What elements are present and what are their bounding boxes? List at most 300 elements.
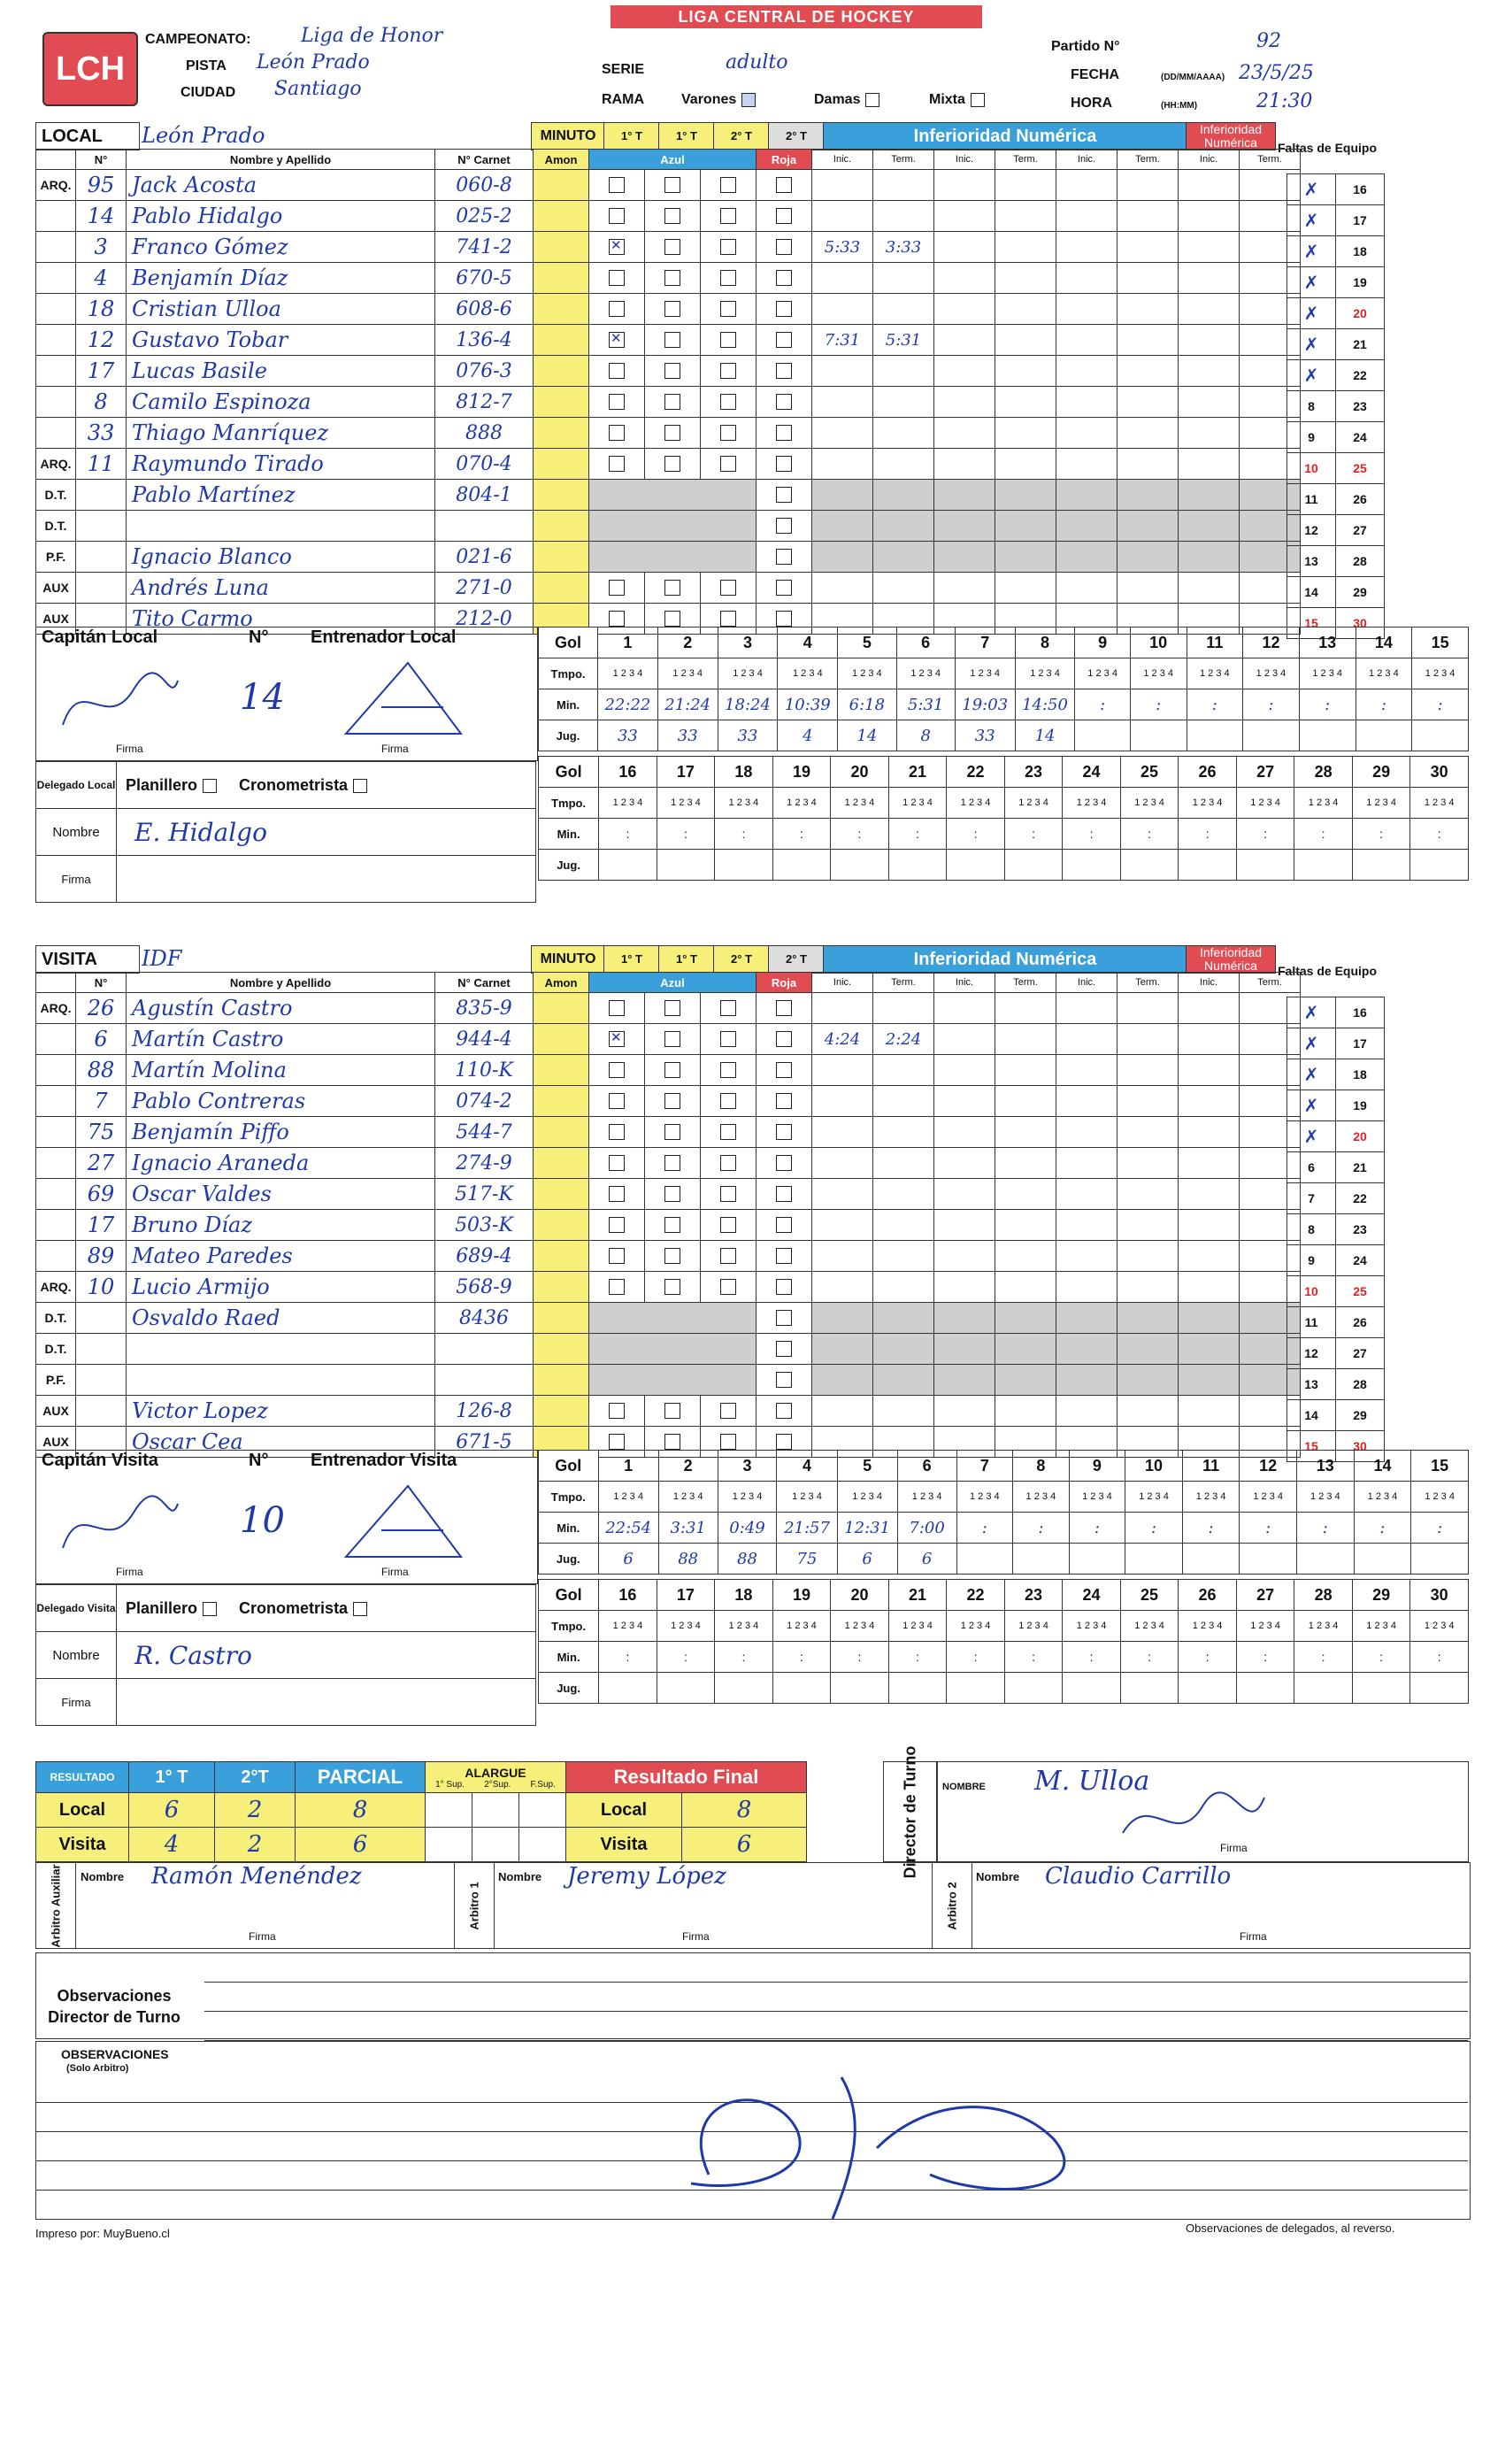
visita-inf-cell[interactable] xyxy=(812,1179,873,1210)
visita-inf-cell[interactable] xyxy=(812,1210,873,1241)
visita-inf-cell[interactable] xyxy=(1179,1334,1240,1365)
rama-damas[interactable] xyxy=(814,92,879,108)
visita-inf-cell[interactable] xyxy=(1179,1396,1240,1427)
local-delegate-firma[interactable] xyxy=(117,856,536,903)
visita-goal-player[interactable]: 6 xyxy=(897,1544,956,1575)
visita-player-name[interactable]: Martín Molina xyxy=(127,1055,435,1086)
local-goal-quarter[interactable]: 1 2 3 4 xyxy=(772,788,831,819)
local-goal-quarter[interactable]: 1 2 3 4 xyxy=(1187,658,1243,689)
checkbox-icon[interactable] xyxy=(664,1403,680,1419)
visita-goal-player[interactable] xyxy=(1182,1544,1240,1575)
local-azul-box-3[interactable] xyxy=(701,418,757,449)
visita-azul-box-2[interactable] xyxy=(645,1148,701,1179)
visita-goal-quarter[interactable]: 1 2 3 4 xyxy=(947,1611,1005,1642)
local-inf-cell[interactable] xyxy=(1179,201,1240,232)
visita-goal-minute[interactable]: : xyxy=(772,1642,831,1673)
checkbox-icon[interactable] xyxy=(720,177,736,193)
checkbox-icon[interactable] xyxy=(609,1279,625,1295)
local-inf-cell[interactable] xyxy=(1056,418,1118,449)
local-inf-cell[interactable] xyxy=(934,418,995,449)
local-roja-box[interactable] xyxy=(757,418,812,449)
local-player-name[interactable]: Andrés Luna xyxy=(127,573,435,604)
local-inf-cell[interactable] xyxy=(1179,542,1240,573)
local-player-carnet[interactable]: 741-2 xyxy=(435,232,534,263)
local-goal-quarter[interactable]: 1 2 3 4 xyxy=(1075,658,1130,689)
visita-goal-quarter[interactable]: 1 2 3 4 xyxy=(1182,1482,1240,1513)
local-inf-cell[interactable] xyxy=(812,263,873,294)
visita-player-carnet[interactable]: 544-7 xyxy=(435,1117,534,1148)
visita-foul-cell[interactable]: 16 xyxy=(1336,997,1385,1028)
local-inf-cell[interactable] xyxy=(1056,325,1118,356)
local-goal-player[interactable]: 33 xyxy=(598,720,658,751)
checkbox-icon[interactable] xyxy=(720,1248,736,1264)
local-inf-cell[interactable] xyxy=(873,294,934,325)
local-inf-cell[interactable] xyxy=(1118,449,1179,480)
local-player-name[interactable]: Raymundo Tirado xyxy=(127,449,435,480)
visita-inf-cell[interactable] xyxy=(995,993,1056,1024)
visita-inf-cell[interactable] xyxy=(934,1334,995,1365)
visita-inf-cell[interactable] xyxy=(995,1365,1056,1396)
visita-inf-cell[interactable] xyxy=(1179,1210,1240,1241)
visita-azul-box-1[interactable] xyxy=(589,1086,645,1117)
local-inf-cell[interactable] xyxy=(995,201,1056,232)
local-inf-cell[interactable] xyxy=(1118,542,1179,573)
local-goal-player[interactable]: 14 xyxy=(1015,720,1075,751)
checkbox-icon[interactable] xyxy=(664,1248,680,1264)
visita-player-carnet[interactable]: 503-K xyxy=(435,1210,534,1241)
visita-inf-cell[interactable] xyxy=(1179,1179,1240,1210)
visita-inf-cell[interactable] xyxy=(934,1396,995,1427)
local-goal-player[interactable] xyxy=(599,850,657,881)
checkbox-icon[interactable] xyxy=(609,301,625,317)
checkbox-icon[interactable] xyxy=(776,394,792,410)
local-player-name[interactable]: Camilo Espinoza xyxy=(127,387,435,418)
local-azul-box-2[interactable] xyxy=(645,387,701,418)
local-goal-minute[interactable]: : xyxy=(1187,689,1243,720)
local-azul-box-3[interactable] xyxy=(701,387,757,418)
visita-inf-cell[interactable] xyxy=(1118,1055,1179,1086)
visita-foul-cell[interactable]: ✗ xyxy=(1287,1059,1336,1090)
visita-goal-quarter[interactable]: 1 2 3 4 xyxy=(1125,1482,1183,1513)
local-goal-quarter[interactable]: 1 2 3 4 xyxy=(1352,788,1410,819)
rama-varones[interactable] xyxy=(681,92,756,108)
local-player-name[interactable]: Franco Gómez xyxy=(127,232,435,263)
checkbox-icon[interactable] xyxy=(776,1217,792,1233)
local-foul-cell[interactable]: ✗ xyxy=(1287,267,1336,298)
local-foul-cell[interactable]: 23 xyxy=(1336,391,1385,422)
checkbox-icon[interactable] xyxy=(776,1403,792,1419)
sup2-visita[interactable] xyxy=(472,1828,519,1862)
local-inf-cell[interactable] xyxy=(873,573,934,604)
visita-inf-cell[interactable] xyxy=(1056,993,1118,1024)
visita-goal-minute[interactable]: : xyxy=(657,1642,715,1673)
serie-value[interactable]: adulto xyxy=(726,51,788,73)
checkbox-icon[interactable] xyxy=(609,1434,625,1450)
local-goal-player[interactable] xyxy=(1299,720,1356,751)
varones-checkbox[interactable] xyxy=(741,93,756,107)
local-goal-player[interactable]: 33 xyxy=(955,720,1015,751)
visita-player-amon[interactable] xyxy=(534,1117,589,1148)
visita-inf-cell[interactable] xyxy=(1056,1241,1118,1272)
visita-foul-cell[interactable]: 20 xyxy=(1336,1121,1385,1152)
local-goal-quarter[interactable]: 1 2 3 4 xyxy=(1299,658,1356,689)
checkbox-icon[interactable] xyxy=(720,425,736,441)
local-player-amon[interactable] xyxy=(534,170,589,201)
visita-goal-player[interactable] xyxy=(772,1673,831,1704)
visita-player-amon[interactable] xyxy=(534,1272,589,1303)
local-inf-cell[interactable] xyxy=(1056,449,1118,480)
pista-value[interactable]: León Prado xyxy=(257,51,370,73)
local-azul-box-1[interactable] xyxy=(589,170,645,201)
local-inf-cell[interactable] xyxy=(934,387,995,418)
local-inf-cell[interactable] xyxy=(1118,201,1179,232)
visita-goal-minute[interactable]: : xyxy=(1125,1513,1183,1544)
local-goal-quarter[interactable]: 1 2 3 4 xyxy=(715,788,773,819)
local-goal-minute[interactable]: : xyxy=(772,819,831,850)
visita-inf-cell[interactable] xyxy=(1056,1334,1118,1365)
local-player-name[interactable]: Pablo Martínez xyxy=(127,480,435,511)
checkbox-icon[interactable] xyxy=(776,208,792,224)
visita-inf-cell[interactable] xyxy=(1179,1086,1240,1117)
visita-goal-player[interactable] xyxy=(657,1673,715,1704)
local-azul-box-1[interactable] xyxy=(589,573,645,604)
visita-foul-cell[interactable]: 11 xyxy=(1287,1307,1336,1338)
visita-inf-cell[interactable] xyxy=(873,1055,934,1086)
local-inf-cell[interactable] xyxy=(995,263,1056,294)
visita-player-name[interactable]: Martín Castro xyxy=(127,1024,435,1055)
visita-player-carnet[interactable]: 126-8 xyxy=(435,1396,534,1427)
checkbox-icon[interactable] xyxy=(776,1093,792,1109)
local-player-number[interactable]: 18 xyxy=(76,294,127,325)
visita-goal-minute[interactable]: : xyxy=(1240,1513,1297,1544)
local-inf-cell[interactable] xyxy=(995,449,1056,480)
visita-player-amon[interactable] xyxy=(534,1396,589,1427)
visita-inf-cell[interactable] xyxy=(873,1117,934,1148)
visita-goal-quarter[interactable]: 1 2 3 4 xyxy=(1013,1482,1070,1513)
director-name[interactable]: M. Ulloa xyxy=(1034,1766,1150,1797)
visita-goal-minute[interactable]: 0:49 xyxy=(718,1513,777,1544)
visita-inf-cell[interactable] xyxy=(934,1179,995,1210)
visita-goal-player[interactable] xyxy=(1004,1673,1063,1704)
local-goal-minute[interactable]: : xyxy=(1004,819,1063,850)
visita-inf-cell[interactable] xyxy=(812,1148,873,1179)
visita-player-name[interactable]: Mateo Paredes xyxy=(127,1241,435,1272)
local-player-name[interactable]: Lucas Basile xyxy=(127,356,435,387)
local-roja-box[interactable] xyxy=(757,573,812,604)
visita-goal-quarter[interactable]: 1 2 3 4 xyxy=(1294,1611,1353,1642)
local-inf-cell[interactable] xyxy=(1179,263,1240,294)
local-inf-cell[interactable] xyxy=(1118,325,1179,356)
visita-player-carnet[interactable]: 835-9 xyxy=(435,993,534,1024)
damas-checkbox[interactable] xyxy=(865,93,879,107)
local-goal-quarter[interactable]: 1 2 3 4 xyxy=(1004,788,1063,819)
visita-inf-cell[interactable] xyxy=(1118,1365,1179,1396)
checkbox-icon[interactable] xyxy=(664,1186,680,1202)
local-player-carnet[interactable]: 070-4 xyxy=(435,449,534,480)
visita-inf-cell[interactable] xyxy=(1056,1272,1118,1303)
local-goal-quarter[interactable]: 1 2 3 4 xyxy=(718,658,778,689)
local-planillero-checkbox[interactable] xyxy=(203,779,217,793)
partido-value[interactable]: 92 xyxy=(1256,30,1281,52)
visita-inf-cell[interactable] xyxy=(812,1303,873,1334)
visita-player-carnet[interactable]: 944-4 xyxy=(435,1024,534,1055)
local-roja-box[interactable] xyxy=(757,232,812,263)
visita-goal-player[interactable] xyxy=(956,1544,1013,1575)
local-goal-quarter[interactable]: 1 2 3 4 xyxy=(1412,658,1469,689)
checkbox-icon[interactable] xyxy=(776,1031,792,1047)
visita-player-name[interactable]: Pablo Contreras xyxy=(127,1086,435,1117)
visita-inf-cell[interactable] xyxy=(1179,1241,1240,1272)
local-inf-cell[interactable] xyxy=(1056,356,1118,387)
visita-goal-minute[interactable]: : xyxy=(1354,1513,1411,1544)
visita-goal-minute[interactable]: : xyxy=(831,1642,889,1673)
local-roja-box[interactable] xyxy=(757,480,812,511)
local-azul-box-2[interactable] xyxy=(645,573,701,604)
visita-goal-quarter[interactable]: 1 2 3 4 xyxy=(715,1611,773,1642)
local-inf-cell[interactable] xyxy=(1056,170,1118,201)
local-azul-box-3[interactable] xyxy=(701,263,757,294)
rama-mixta[interactable] xyxy=(929,92,985,108)
visita-goal-minute[interactable]: 21:57 xyxy=(777,1513,837,1544)
local-goal-quarter[interactable]: 1 2 3 4 xyxy=(955,658,1015,689)
visita-azul-box-2[interactable] xyxy=(645,1086,701,1117)
visita-roja-box[interactable] xyxy=(757,1396,812,1427)
visita-goal-minute[interactable]: 7:00 xyxy=(897,1513,956,1544)
visita-player-number[interactable]: 88 xyxy=(76,1055,127,1086)
checkbox-icon[interactable] xyxy=(609,1217,625,1233)
local-goal-minute[interactable]: : xyxy=(1130,689,1187,720)
visita-captain-number[interactable]: 10 xyxy=(240,1500,285,1541)
visita-goal-quarter[interactable]: 1 2 3 4 xyxy=(657,1611,715,1642)
local-inf-cell[interactable] xyxy=(934,511,995,542)
visita-goal-quarter[interactable]: 1 2 3 4 xyxy=(1297,1482,1355,1513)
checkbox-icon[interactable] xyxy=(776,549,792,565)
local-inf-cell[interactable] xyxy=(1179,325,1240,356)
checkbox-icon[interactable] xyxy=(776,1434,792,1450)
visita-goal-quarter[interactable]: 1 2 3 4 xyxy=(837,1482,897,1513)
visita-inf-cell[interactable] xyxy=(934,1241,995,1272)
local-player-number[interactable]: 4 xyxy=(76,263,127,294)
visita-goal-minute[interactable]: : xyxy=(1297,1513,1355,1544)
local-inf-cell[interactable] xyxy=(1118,294,1179,325)
visita-foul-cell[interactable]: ✗ xyxy=(1287,1090,1336,1121)
local-azul-box-2[interactable] xyxy=(645,170,701,201)
checkbox-icon[interactable] xyxy=(776,1000,792,1016)
local-player-carnet[interactable]: 021-6 xyxy=(435,542,534,573)
checkbox-icon[interactable] xyxy=(720,270,736,286)
local-roja-box[interactable] xyxy=(757,325,812,356)
visita-foul-cell[interactable]: 23 xyxy=(1336,1214,1385,1245)
visita-roja-box[interactable] xyxy=(757,1303,812,1334)
visita-delegate-name[interactable]: R. Castro xyxy=(117,1632,536,1679)
visita-goal-player[interactable] xyxy=(1297,1544,1355,1575)
local-inf-cell[interactable] xyxy=(812,170,873,201)
local-goal-minute[interactable]: : xyxy=(1179,819,1237,850)
local-goal-player[interactable] xyxy=(1352,850,1410,881)
local-player-carnet[interactable]: 271-0 xyxy=(435,573,534,604)
visita-inf-cell[interactable] xyxy=(995,1024,1056,1055)
visita-azul-box-3[interactable] xyxy=(701,1086,757,1117)
local-azul-box-3[interactable] xyxy=(701,573,757,604)
checkbox-icon[interactable] xyxy=(720,208,736,224)
local-foul-cell[interactable]: 15 xyxy=(1287,608,1336,639)
local-player-number[interactable]: 14 xyxy=(76,201,127,232)
visita-inf-cell[interactable] xyxy=(873,1179,934,1210)
checkbox-icon[interactable] xyxy=(776,332,792,348)
checkbox-icon[interactable] xyxy=(664,1062,680,1078)
visita-roja-box[interactable] xyxy=(757,1086,812,1117)
visita-player-amon[interactable] xyxy=(534,1086,589,1117)
fsup-local[interactable] xyxy=(519,1793,566,1828)
checkbox-icon[interactable] xyxy=(720,1279,736,1295)
visita-goal-player[interactable] xyxy=(1236,1673,1294,1704)
local-goal-player[interactable] xyxy=(947,850,1005,881)
visita-inf-cell[interactable] xyxy=(812,1055,873,1086)
visita-goal-quarter[interactable]: 1 2 3 4 xyxy=(1236,1611,1294,1642)
checkbox-icon[interactable] xyxy=(720,332,736,348)
local-inf-cell[interactable] xyxy=(1118,387,1179,418)
visita-inf-cell[interactable] xyxy=(934,1365,995,1396)
resultado-visita-p1[interactable]: 4 xyxy=(129,1828,215,1862)
visita-player-name[interactable] xyxy=(127,1365,435,1396)
checkbox-icon[interactable] xyxy=(776,270,792,286)
local-goal-quarter[interactable]: 1 2 3 4 xyxy=(838,658,896,689)
local-goal-quarter[interactable]: 1 2 3 4 xyxy=(888,788,947,819)
visita-player-carnet[interactable]: 517-K xyxy=(435,1179,534,1210)
visita-inf-cell[interactable] xyxy=(1179,1024,1240,1055)
checkbox-icon[interactable] xyxy=(776,1341,792,1357)
local-goal-player[interactable] xyxy=(1410,850,1469,881)
visita-goal-player[interactable] xyxy=(1063,1673,1121,1704)
visita-inf-cell[interactable] xyxy=(1056,1303,1118,1334)
checkbox-icon[interactable] xyxy=(664,1031,680,1047)
checkbox-icon[interactable] xyxy=(776,177,792,193)
visita-inf-cell[interactable] xyxy=(1118,1272,1179,1303)
local-azul-box-2[interactable] xyxy=(645,201,701,232)
local-azul-box-1[interactable] xyxy=(589,387,645,418)
local-azul-box-2[interactable] xyxy=(645,325,701,356)
visita-inf-cell[interactable] xyxy=(1179,1272,1240,1303)
local-goal-minute[interactable]: : xyxy=(1075,689,1130,720)
local-azul-box-3[interactable] xyxy=(701,170,757,201)
checkbox-icon[interactable] xyxy=(720,1062,736,1078)
visita-goal-player[interactable] xyxy=(831,1673,889,1704)
local-goal-player[interactable] xyxy=(1236,850,1294,881)
local-inf-cell[interactable] xyxy=(812,294,873,325)
local-azul-box-3[interactable] xyxy=(701,294,757,325)
local-player-number[interactable] xyxy=(76,542,127,573)
visita-player-number[interactable]: 27 xyxy=(76,1148,127,1179)
visita-azul-box-2[interactable] xyxy=(645,1117,701,1148)
visita-player-carnet[interactable]: 689-4 xyxy=(435,1241,534,1272)
local-goal-quarter[interactable]: 1 2 3 4 xyxy=(1410,788,1469,819)
visita-inf-cell[interactable] xyxy=(1056,1117,1118,1148)
local-roja-box[interactable] xyxy=(757,201,812,232)
obs-director-lines[interactable] xyxy=(204,1953,1468,2041)
local-roja-box[interactable] xyxy=(757,294,812,325)
local-goal-player[interactable]: 4 xyxy=(778,720,838,751)
visita-inf-cell[interactable] xyxy=(1179,1117,1240,1148)
checkbox-icon[interactable] xyxy=(664,177,680,193)
visita-azul-box-2[interactable] xyxy=(645,1396,701,1427)
local-inf-cell[interactable] xyxy=(873,356,934,387)
local-goal-quarter[interactable]: 1 2 3 4 xyxy=(1130,658,1187,689)
local-player-amon[interactable] xyxy=(534,418,589,449)
local-roja-box[interactable] xyxy=(757,356,812,387)
visita-player-amon[interactable] xyxy=(534,1055,589,1086)
visita-foul-cell[interactable]: 7 xyxy=(1287,1183,1336,1214)
local-inf-cell[interactable] xyxy=(812,573,873,604)
local-inf-cell[interactable] xyxy=(934,356,995,387)
visita-goal-quarter[interactable]: 1 2 3 4 xyxy=(1352,1611,1410,1642)
local-inf-cell[interactable] xyxy=(1056,387,1118,418)
local-player-name[interactable]: Tito Carmo xyxy=(127,604,435,635)
visita-inf-cell[interactable] xyxy=(1056,1024,1118,1055)
local-goal-minute[interactable]: : xyxy=(1352,819,1410,850)
local-goal-minute[interactable]: : xyxy=(1412,689,1469,720)
visita-player-amon[interactable] xyxy=(534,1303,589,1334)
visita-azul-box-3[interactable] xyxy=(701,1117,757,1148)
final-local-value[interactable]: 8 xyxy=(682,1793,807,1828)
visita-inf-cell[interactable] xyxy=(1118,1148,1179,1179)
visita-player-amon[interactable] xyxy=(534,1210,589,1241)
visita-azul-box-2[interactable] xyxy=(645,1210,701,1241)
visita-player-name[interactable]: Ignacio Araneda xyxy=(127,1148,435,1179)
visita-goal-quarter[interactable]: 1 2 3 4 xyxy=(658,1482,718,1513)
local-player-number[interactable] xyxy=(76,480,127,511)
local-inf-cell[interactable]: 7:31 xyxy=(812,325,873,356)
visita-inf-cell[interactable] xyxy=(812,1272,873,1303)
visita-goal-player[interactable] xyxy=(1294,1673,1353,1704)
checkbox-icon[interactable] xyxy=(609,1155,625,1171)
local-inf-cell[interactable] xyxy=(1118,511,1179,542)
visita-inf-cell[interactable] xyxy=(934,1210,995,1241)
visita-goal-minute[interactable]: : xyxy=(1063,1642,1121,1673)
local-inf-cell[interactable] xyxy=(873,542,934,573)
local-inf-cell[interactable] xyxy=(812,480,873,511)
visita-inf-cell[interactable] xyxy=(995,1148,1056,1179)
visita-inf-cell[interactable] xyxy=(873,1272,934,1303)
local-player-name[interactable]: Benjamín Díaz xyxy=(127,263,435,294)
visita-player-number[interactable]: 17 xyxy=(76,1210,127,1241)
local-player-number[interactable]: 8 xyxy=(76,387,127,418)
local-inf-cell[interactable] xyxy=(1056,480,1118,511)
local-inf-cell[interactable] xyxy=(934,449,995,480)
local-foul-cell[interactable]: 22 xyxy=(1336,360,1385,391)
local-goal-player[interactable]: 33 xyxy=(718,720,778,751)
local-inf-cell[interactable] xyxy=(995,356,1056,387)
visita-inf-cell[interactable] xyxy=(1118,1117,1179,1148)
checkbox-icon[interactable] xyxy=(776,1372,792,1388)
visita-azul-box-1[interactable] xyxy=(589,1272,645,1303)
visita-player-amon[interactable] xyxy=(534,1334,589,1365)
checkbox-icon[interactable] xyxy=(720,239,736,255)
checkbox-icon[interactable] xyxy=(776,456,792,472)
local-inf-cell[interactable] xyxy=(1179,573,1240,604)
local-azul-box-1[interactable] xyxy=(589,232,645,263)
local-inf-cell[interactable] xyxy=(1118,573,1179,604)
checkbox-icon[interactable] xyxy=(664,301,680,317)
checkbox-icon[interactable] xyxy=(664,425,680,441)
ciudad-value[interactable]: Santiago xyxy=(274,78,362,100)
visita-inf-cell[interactable] xyxy=(873,993,934,1024)
visita-inf-cell[interactable] xyxy=(1118,1179,1179,1210)
visita-goal-player[interactable] xyxy=(1410,1673,1469,1704)
local-player-name[interactable]: Ignacio Blanco xyxy=(127,542,435,573)
visita-inf-cell[interactable] xyxy=(1179,1365,1240,1396)
local-azul-box-2[interactable] xyxy=(645,263,701,294)
visita-azul-box-2[interactable] xyxy=(645,1024,701,1055)
